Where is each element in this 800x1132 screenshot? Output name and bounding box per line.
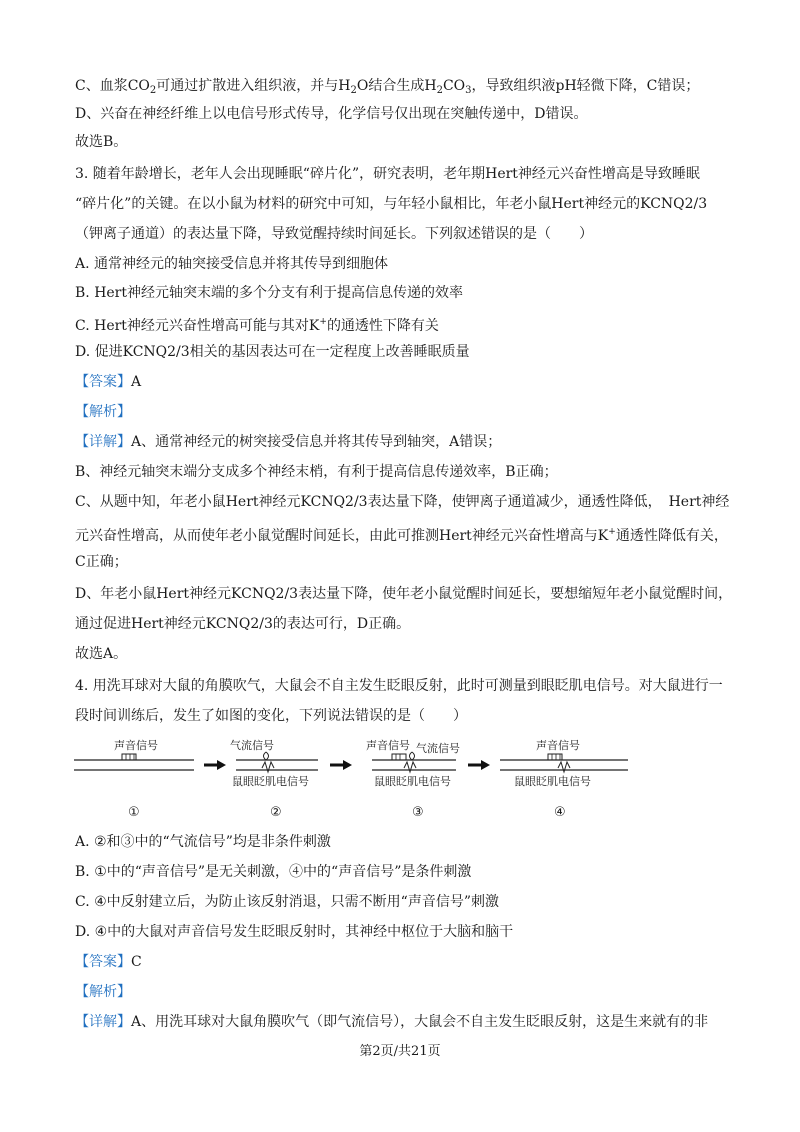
explain-3-c-3: C正确；: [75, 554, 128, 570]
panel-4-label: ④: [554, 805, 566, 820]
reflex-diagram: [72, 736, 632, 822]
explain-3-c-1: C、从题中知，年老小鼠Hert神经元KCNQ2/3表达量下降，使钾离子通道减少，通透性降低， Hert神经: [75, 494, 730, 510]
explain-3-d-2: 通过促进Hert神经元KCNQ2/3的表达可行，D正确。: [75, 616, 411, 632]
analysis-label-3: 【解析】: [75, 404, 131, 420]
panel-2-emg-label: 鼠眼眨肌电信号: [232, 775, 309, 788]
answer-3: 【答案】A: [75, 374, 142, 390]
explain-3-b: B、神经元轴突末端分支成多个神经末梢，有利于提高信息传递效率，B正确；: [75, 464, 558, 480]
question-3-option-c: C. Hert神经元兴奋性增高可能与其对K+的通透性下降有关: [75, 317, 439, 334]
arrow-2: [330, 760, 352, 770]
answer-4: 【答案】C: [75, 954, 142, 970]
question-4-stem-2: 段时间训练后，发生了如图的变化，下列说法错误的是（ ）: [75, 708, 467, 724]
line-choose-b: 故选B。: [75, 134, 128, 150]
panel-3-air-marker: [410, 752, 415, 760]
panel-3-emg-label: 鼠眼眨肌电信号: [374, 775, 451, 788]
line-c-co2: C、血浆$CO_2$可通过扩散进入组织液，并与$H_2O$结合生成$H_2CO_3$，导致组织液pH轻微下降，C错误；: [75, 78, 700, 96]
question-4-option-c: C. ④中反射建立后，为防止该反射消退，只需不断用“声音信号”刺激: [75, 894, 499, 910]
question-4-option-a: A. ②和③中的“气流信号”均是非条件刺激: [75, 834, 331, 850]
question-3-stem-2: “碎片化”的关键。在以小鼠为材料的研究中可知，与年轻小鼠相比，年老小鼠Hert神经元的KCNQ2/3: [75, 196, 708, 212]
arrow-1: [204, 760, 226, 770]
arrow-3: [468, 760, 490, 770]
question-4-option-b: B. ①中的“声音信号”是无关刺激，④中的“声音信号”是条件刺激: [75, 864, 472, 880]
line-d-signal: D、兴奋在神经纤维上以电信号形式传导，化学信号仅出现在突触传递中，D错误。: [75, 106, 588, 122]
explain-3-end: 故选A。: [75, 646, 128, 662]
panel-4-emg-label: 鼠眼眨肌电信号: [514, 775, 591, 788]
explain-3-d-1: D、年老小鼠Hert神经元KCNQ2/3表达量下降，使年老小鼠觉醒时间延长，要想缩短年老小鼠觉醒时间，: [75, 586, 733, 602]
explain-3-c-2: 元兴奋性增高，从而使年老小鼠觉醒时间延长，由此可推测Hert神经元兴奋性增高与K+通透性降低有关，: [75, 527, 728, 544]
panel-2: [230, 738, 318, 820]
question-3-option-d: D. 促进KCNQ2/3相关的基因表达可在一定程度上改善睡眠质量: [75, 344, 470, 360]
panel-2-air-label: 气流信号: [230, 739, 274, 752]
panel-4: [500, 738, 628, 820]
panel-3-label: ③: [412, 805, 424, 820]
explain-3-a: 【详解】A、通常神经元的树突接受信息并将其传导到轴突，A错误；: [75, 434, 502, 450]
panel-3-sound-label: 声音信号: [366, 739, 410, 752]
question-4-option-d: D. ④中的大鼠对声音信号发生眨眼反射时，其神经中枢位于大脑和脑干: [75, 924, 514, 940]
panel-3-air-label: 气流信号: [416, 742, 460, 755]
panel-2-label: ②: [270, 805, 282, 820]
panel-3-sound-marker: [392, 754, 406, 760]
answer-label: 【答案】: [75, 374, 131, 390]
page-footer: 第2页/共21页: [359, 1044, 441, 1059]
question-3-option-a: A. 通常神经元的轴突接受信息并将其传导到细胞体: [75, 256, 389, 272]
question-3-option-b: B. Hert神经元轴突末端的多个分支有利于提高信息传递的效率: [75, 285, 463, 301]
question-4-stem-1: 4. 用洗耳球对大鼠的角膜吹气，大鼠会不自主发生眨眼反射，此时可测量到眼眨肌电信号。对大鼠进行一: [75, 678, 723, 694]
analysis-label-4: 【解析】: [75, 984, 131, 1000]
question-3-stem-3: （钾离子通道）的表达量下降，导致觉醒持续时间延长。下列叙述错误的是（ ）: [75, 226, 593, 242]
panel-1: [74, 738, 194, 820]
question-3-stem-1: 3. 随着年龄增长，老年人会出现睡眠“碎片化”，研究表明，老年期Hert神经元兴奋性增高是导致睡眠: [75, 166, 700, 182]
panel-4-sound-label: 声音信号: [536, 739, 580, 752]
panel-2-air-marker: [264, 752, 269, 760]
reflex-diagram-svg: [72, 736, 632, 822]
panel-3: [366, 738, 460, 820]
explain-4-a: 【详解】A、用洗耳球对大鼠角膜吹气（即气流信号），大鼠会不自主发生眨眼反射，这是生来就有的非: [75, 1014, 709, 1030]
panel-1-label: ①: [128, 805, 140, 820]
panel-1-sound-label: 声音信号: [114, 739, 158, 752]
